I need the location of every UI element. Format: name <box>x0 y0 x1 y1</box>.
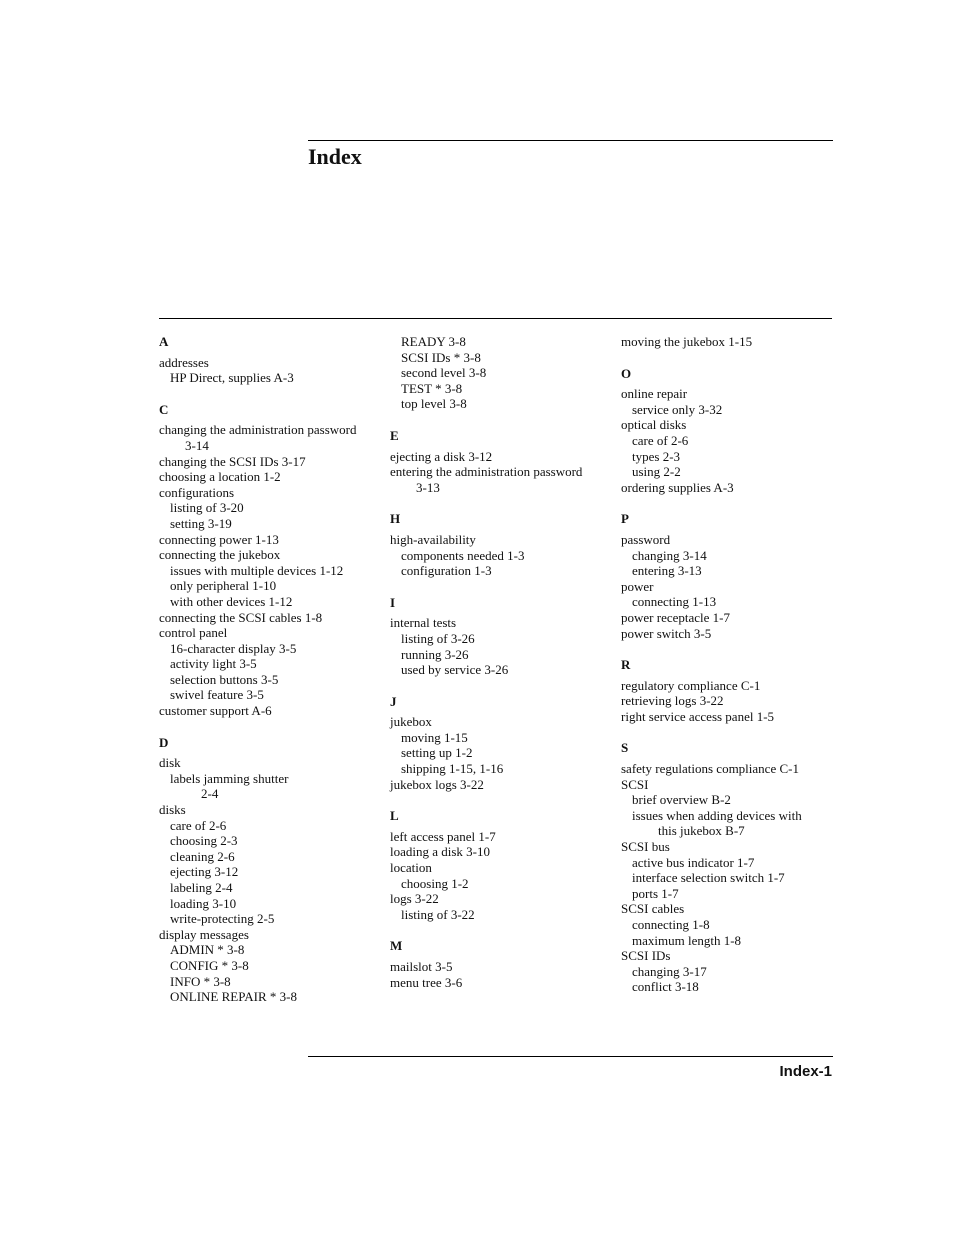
index-subentry: setting 3-19 <box>170 515 232 531</box>
index-subentry: brief overview B-2 <box>632 792 731 808</box>
index-subentry: ejecting 3-12 <box>170 864 239 880</box>
section-letter: R <box>621 657 631 673</box>
index-entry: SCSI IDs <box>621 948 671 964</box>
index-subentry: service only 3-32 <box>632 401 723 417</box>
index-entry: power <box>621 578 654 594</box>
index-subentry: swivel feature 3-5 <box>170 687 264 703</box>
index-entry: connecting power 1-13 <box>159 531 279 547</box>
index-column-1 <box>159 334 381 1021</box>
index-entry: right service access panel 1-5 <box>621 708 775 724</box>
index-entry: optical disks <box>621 417 687 433</box>
index-entry: jukebox logs 3-22 <box>390 776 484 792</box>
index-entry: ordering supplies A-3 <box>621 479 734 495</box>
index-entry: connecting the SCSI cables 1-8 <box>159 609 323 625</box>
index-entry: display messages <box>159 926 249 942</box>
index-subentry: SCSI IDs * 3-8 <box>401 349 481 365</box>
section-letter: A <box>159 334 169 349</box>
index-subentry: choosing 2-3 <box>170 833 238 849</box>
index-section <box>390 694 612 793</box>
section-letter: S <box>621 740 629 756</box>
index-subentry: maximum length 1-8 <box>632 932 742 948</box>
index-subentry: INFO * 3-8 <box>170 973 231 989</box>
index-subentry: labels jamming shutter <box>170 770 289 786</box>
index-entry: configurations <box>159 484 235 500</box>
index-entry: internal tests <box>390 615 457 631</box>
index-section <box>621 740 843 995</box>
index-section <box>390 938 612 990</box>
section-letter: O <box>621 365 632 381</box>
top-rule <box>308 140 833 141</box>
index-section <box>390 595 612 678</box>
index-entry: power switch 3-5 <box>621 625 712 641</box>
index-subentry: connecting 1-8 <box>632 917 710 932</box>
index-subentry: setting up 1-2 <box>401 745 473 761</box>
index-subentry: changing 3-17 <box>632 963 707 979</box>
index-entry: customer support A-6 <box>159 703 272 719</box>
index-entry: left access panel 1-7 <box>390 828 496 844</box>
index-section <box>390 334 612 412</box>
index-subentry: 3-13 <box>416 479 440 495</box>
index-subentry: labeling 2-4 <box>170 880 233 895</box>
index-entry: location <box>390 860 432 876</box>
index-subentry: issues with multiple devices 1-12 <box>170 562 344 578</box>
page-number: Index-1 <box>779 1063 832 1080</box>
index-subentry: listing of 3-26 <box>401 630 475 646</box>
index-entry: SCSI cables <box>621 901 685 917</box>
index-entry: password <box>621 531 671 547</box>
index-entry: power receptacle 1-7 <box>621 609 730 625</box>
index-subentry: write-protecting 2-5 <box>170 911 275 927</box>
index-subentry: choosing 1-2 <box>401 875 469 891</box>
index-subentry: connecting 1-13 <box>632 594 717 610</box>
index-entry: jukebox <box>390 714 432 730</box>
index-column-3 <box>621 334 843 1011</box>
index-subentry: types 2-3 <box>632 448 681 464</box>
index-entry: disk <box>159 755 181 771</box>
index-entry: choosing a location 1-2 <box>159 469 281 485</box>
index-section <box>159 402 381 719</box>
index-section <box>621 511 843 641</box>
index-entry: mailslot 3-5 <box>390 959 453 974</box>
index-entry: moving the jukebox 1-15 <box>621 334 753 349</box>
index-subentry: conflict 3-18 <box>632 979 699 995</box>
index-entry: entering the administration password <box>390 464 583 480</box>
section-letter: H <box>390 511 401 527</box>
index-entry: safety regulations compliance C-1 <box>621 761 799 777</box>
index-section <box>390 428 612 495</box>
index-section <box>159 334 381 386</box>
section-letter: D <box>159 734 169 750</box>
index-subentry: running 3-26 <box>401 646 469 662</box>
index-entry: high-availability <box>390 531 476 547</box>
index-subentry: 2-4 <box>201 786 219 802</box>
index-entry: connecting the jukebox <box>159 547 281 563</box>
index-entry: retrieving logs 3-22 <box>621 693 724 709</box>
index-subentry: top level 3-8 <box>401 396 467 412</box>
index-section <box>621 657 843 724</box>
index-subentry: cleaning 2-6 <box>170 848 235 864</box>
index-entry: SCSI <box>621 776 649 792</box>
index-subentry: listing of 3-22 <box>401 906 475 922</box>
index-subentry: components needed 1-3 <box>401 547 525 563</box>
page-title: Index <box>308 144 362 169</box>
index-column-2 <box>390 334 612 1006</box>
index-subentry: READY 3-8 <box>401 334 466 349</box>
index-subentry: listing of 3-20 <box>170 500 244 516</box>
index-subentry: interface selection switch 1-7 <box>632 870 785 886</box>
section-rule <box>159 318 832 319</box>
index-subentry: 16-character display 3-5 <box>170 640 297 656</box>
section-letter: J <box>390 693 397 709</box>
index-subentry: TEST * 3-8 <box>401 380 463 396</box>
index-subentry: care of 2-6 <box>170 817 227 833</box>
index-entry: addresses <box>159 354 209 370</box>
index-entry: menu tree 3-6 <box>390 974 463 990</box>
index-entry: control panel <box>159 625 228 641</box>
index-subentry: CONFIG * 3-8 <box>170 957 249 973</box>
index-subentry: HP Direct, supplies A-3 <box>170 370 294 386</box>
section-letter: C <box>159 401 169 417</box>
index-subentry: 3-14 <box>185 437 209 453</box>
index-entry: SCSI bus <box>621 839 670 855</box>
section-letter: L <box>390 808 399 824</box>
index-entry: online repair <box>621 386 688 402</box>
index-section <box>390 808 612 922</box>
section-letter: P <box>621 511 629 527</box>
section-letter: M <box>390 938 403 954</box>
index-section <box>390 511 612 578</box>
index-entry: regulatory compliance C-1 <box>621 677 761 693</box>
index-entry: ejecting a disk 3-12 <box>390 448 493 464</box>
index-section <box>621 334 843 350</box>
index-subentry: moving 1-15 <box>401 729 468 745</box>
section-letter: E <box>390 427 399 443</box>
index-entry: disks <box>159 802 186 818</box>
index-subentry: using 2-2 <box>632 464 681 480</box>
index-section <box>159 735 381 1005</box>
index-entry: logs 3-22 <box>390 891 439 907</box>
index-subentry: changing 3-14 <box>632 547 707 563</box>
footer-rule <box>308 1056 833 1057</box>
section-letter: I <box>390 594 396 610</box>
index-section <box>621 366 843 496</box>
index-subentry: issues when adding devices with <box>632 807 802 823</box>
index-subentry: only peripheral 1-10 <box>170 578 277 594</box>
index-subentry: active bus indicator 1-7 <box>632 854 755 870</box>
index-subentry: ADMIN * 3-8 <box>170 942 245 958</box>
index-subentry: selection buttons 3-5 <box>170 671 279 687</box>
index-subentry: second level 3-8 <box>401 365 487 381</box>
index-subentry: activity light 3-5 <box>170 656 257 672</box>
index-subentry: shipping 1-15, 1-16 <box>401 761 504 777</box>
index-subentry: ports 1-7 <box>632 885 679 901</box>
index-subentry: with other devices 1-12 <box>170 593 293 609</box>
index-subentry: care of 2-6 <box>632 432 689 448</box>
index-subentry: loading 3-10 <box>170 895 237 911</box>
index-entry: loading a disk 3-10 <box>390 844 491 860</box>
index-subentry: entering 3-13 <box>632 563 702 579</box>
index-subentry: configuration 1-3 <box>401 563 492 579</box>
index-subentry: used by service 3-26 <box>401 662 509 678</box>
index-entry: changing the SCSI IDs 3-17 <box>159 453 306 469</box>
index-subentry: this jukebox B-7 <box>658 823 745 839</box>
index-subentry: ONLINE REPAIR * 3-8 <box>170 989 297 1005</box>
index-entry: changing the administration password <box>159 422 357 438</box>
